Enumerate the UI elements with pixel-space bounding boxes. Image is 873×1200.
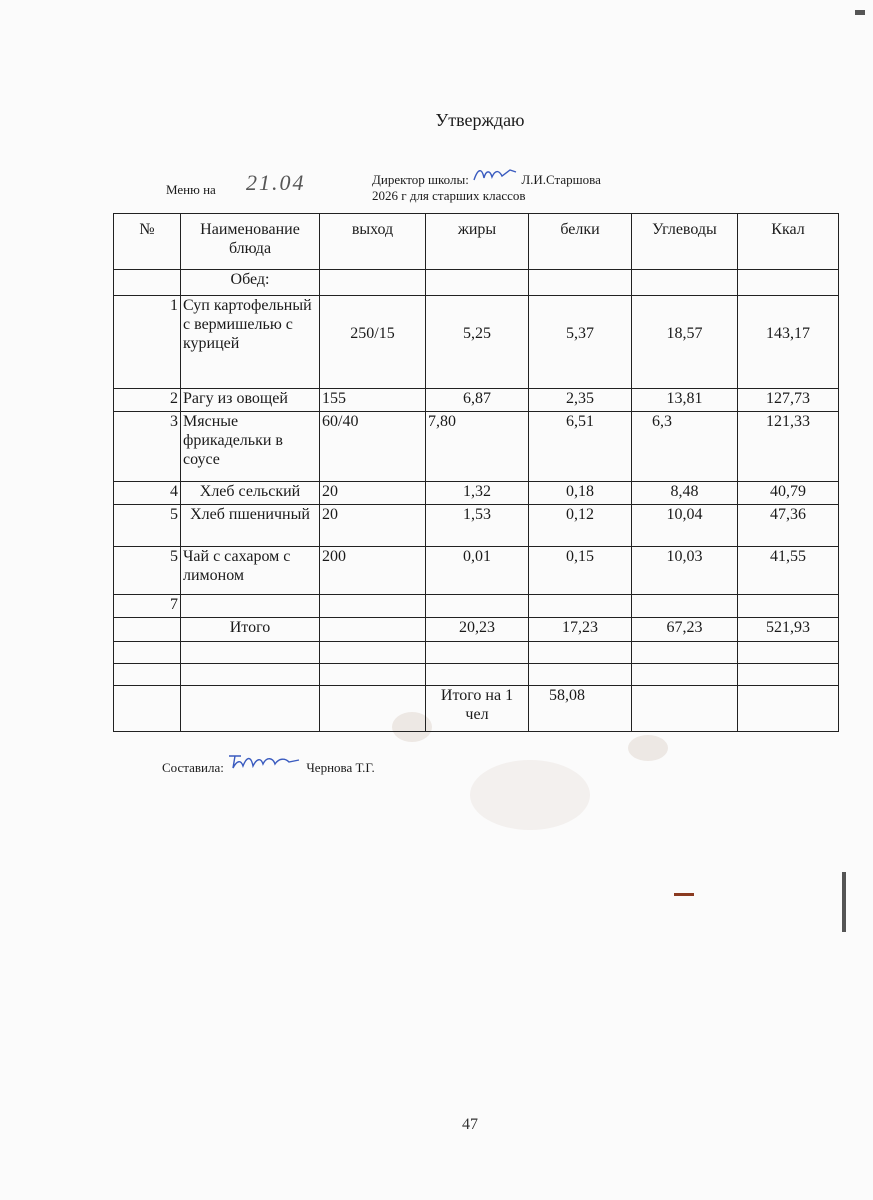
header-prot: белки: [529, 214, 632, 270]
row-carb: 10,04: [632, 505, 738, 547]
row-carb: 8,48: [632, 482, 738, 505]
director-signature: [472, 166, 518, 188]
table-row: [114, 412, 839, 482]
total-label: Итого: [181, 618, 320, 642]
table-row: [114, 595, 839, 618]
row-name: Чай с сахаром с лимоном: [181, 547, 320, 595]
menu-table: [113, 213, 839, 732]
row-out: [320, 595, 426, 618]
table-row: [114, 389, 839, 412]
row-kcal: 127,73: [738, 389, 839, 412]
total-row: [114, 618, 839, 642]
scan-edge-mark: [842, 872, 846, 932]
per-person-label: Итого на 1 чел: [426, 686, 529, 732]
director-label: Директор школы:: [372, 172, 469, 187]
row-carb: 18,57: [632, 296, 738, 389]
row-carb: 6,3: [632, 412, 738, 482]
row-fat: 1,53: [426, 505, 529, 547]
header-fat: жиры: [426, 214, 529, 270]
director-name: Л.И.Старшова: [521, 172, 601, 187]
row-num: 3: [114, 412, 181, 482]
row-num: 1: [114, 296, 181, 389]
compiled-label: Составила:: [162, 760, 224, 775]
section-row: [114, 270, 839, 296]
row-name: [181, 595, 320, 618]
row-out: 200: [320, 547, 426, 595]
row-kcal: 143,17: [738, 296, 839, 389]
menu-label: Меню на: [166, 182, 216, 197]
table-row: [114, 482, 839, 505]
per-person-row: [114, 686, 839, 732]
row-prot: [529, 595, 632, 618]
header-kcal: Ккал: [738, 214, 839, 270]
year-line: 2026 г для старших классов: [372, 188, 526, 203]
row-kcal: 40,79: [738, 482, 839, 505]
row-kcal: 121,33: [738, 412, 839, 482]
row-name: Хлеб пшеничный: [181, 505, 320, 547]
paper-stain: [628, 735, 668, 761]
header-carb: Углеводы: [632, 214, 738, 270]
section-label: Обед:: [181, 270, 320, 296]
row-out: 20: [320, 482, 426, 505]
row-prot: 0,12: [529, 505, 632, 547]
row-name: Рагу из овощей: [181, 389, 320, 412]
row-prot: 5,37: [529, 296, 632, 389]
row-kcal: [738, 595, 839, 618]
row-fat: 6,87: [426, 389, 529, 412]
row-fat: 5,25: [426, 296, 529, 389]
menu-date: 21.04: [246, 170, 306, 195]
scan-edge-mark: [855, 10, 865, 15]
page-number: 47: [462, 1116, 478, 1133]
empty-row: [114, 664, 839, 686]
row-num: 5: [114, 547, 181, 595]
row-out: 60/40: [320, 412, 426, 482]
total-prot: 17,23: [529, 618, 632, 642]
per-person-value: 58,08: [529, 686, 632, 732]
header-out: выход: [320, 214, 426, 270]
table-row: [114, 505, 839, 547]
empty-row: [114, 642, 839, 664]
row-name: Мясные фрикадельки в соусе: [181, 412, 320, 482]
table-row: [114, 296, 839, 389]
table-header-row: [114, 214, 839, 270]
compiled-signature: [227, 752, 303, 776]
row-num: 7: [114, 595, 181, 618]
row-num: 4: [114, 482, 181, 505]
table-row: [114, 547, 839, 595]
row-kcal: 47,36: [738, 505, 839, 547]
row-carb: [632, 595, 738, 618]
row-prot: 2,35: [529, 389, 632, 412]
row-out: 155: [320, 389, 426, 412]
row-kcal: 41,55: [738, 547, 839, 595]
row-prot: 0,18: [529, 482, 632, 505]
row-num: 5: [114, 505, 181, 547]
row-prot: 0,15: [529, 547, 632, 595]
total-carb: 67,23: [632, 618, 738, 642]
approve-heading: Утверждаю: [435, 110, 525, 130]
row-carb: 10,03: [632, 547, 738, 595]
row-fat: 7,80: [426, 412, 529, 482]
row-fat: 1,32: [426, 482, 529, 505]
compiled-name: Чернова Т.Г.: [306, 760, 375, 775]
compiled-block: [162, 752, 375, 776]
total-kcal: 521,93: [738, 618, 839, 642]
row-out: 20: [320, 505, 426, 547]
row-out: 250/15: [320, 296, 426, 389]
paper-stain: [470, 760, 590, 830]
total-fat: 20,23: [426, 618, 529, 642]
row-prot: 6,51: [529, 412, 632, 482]
header-name: Наименование блюда: [181, 214, 320, 270]
row-fat: 0,01: [426, 547, 529, 595]
header-num: №: [114, 214, 181, 270]
director-block: [372, 166, 601, 204]
scan-edge-mark: [674, 893, 694, 896]
row-name: Суп картофельный с вермишелью с курицей: [181, 296, 320, 389]
row-name: Хлеб сельский: [181, 482, 320, 505]
row-carb: 13,81: [632, 389, 738, 412]
row-fat: [426, 595, 529, 618]
row-num: 2: [114, 389, 181, 412]
